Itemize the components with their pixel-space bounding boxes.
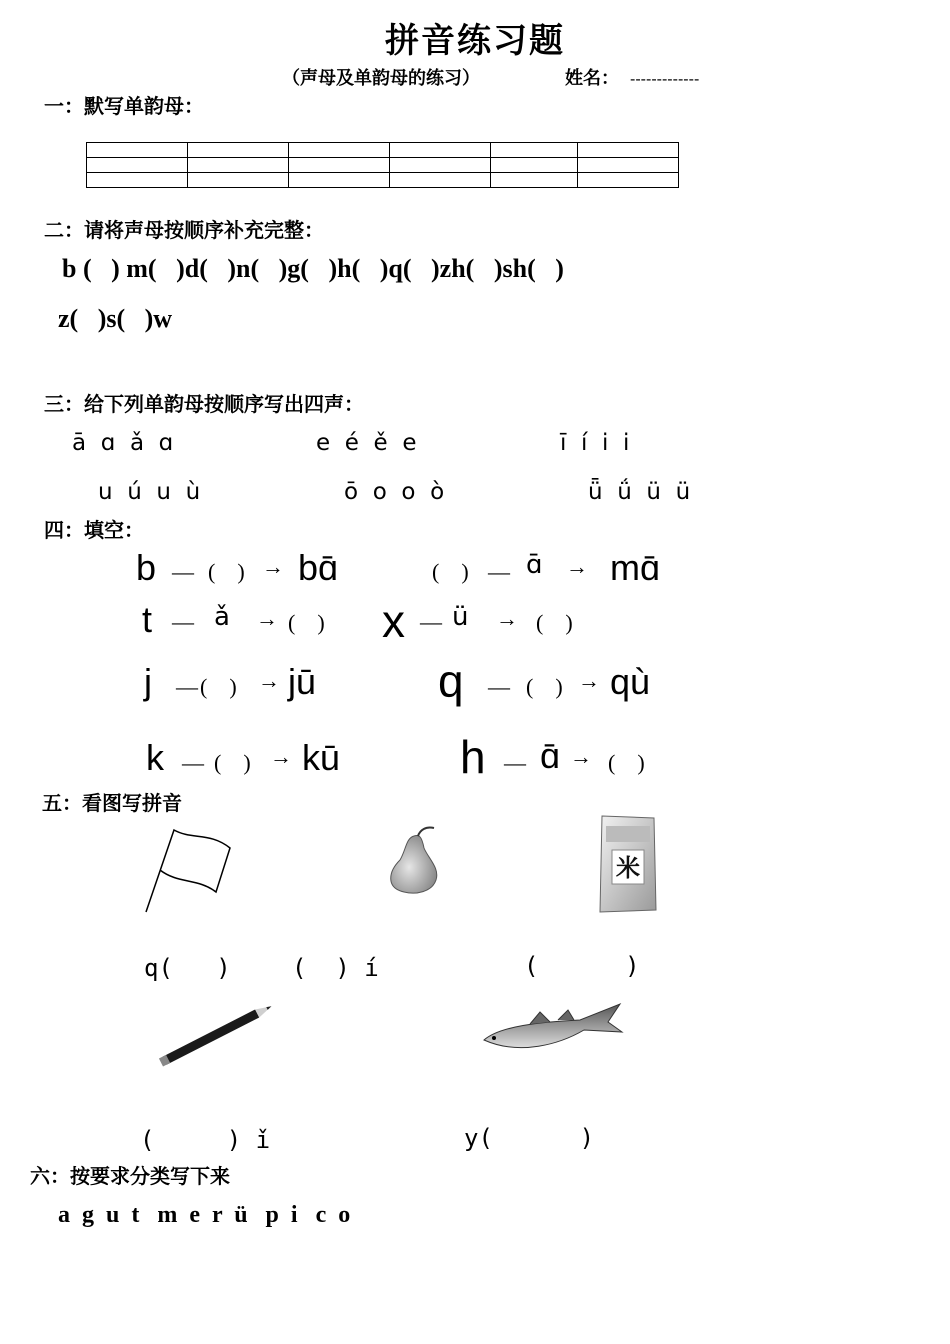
initial-q: q bbox=[438, 655, 464, 707]
tone-group-i: ī í i i bbox=[560, 430, 630, 456]
initial-k: k bbox=[146, 737, 164, 778]
tone-group-o: ō o o ò bbox=[344, 479, 445, 505]
answer-blank[interactable]: ( ) bbox=[200, 674, 237, 699]
answer-blank[interactable]: ( ) bbox=[214, 750, 251, 775]
answer-blank[interactable]: ( ) bbox=[526, 674, 563, 699]
initial-t: t bbox=[142, 599, 153, 640]
connector-dash: — bbox=[504, 750, 526, 775]
initials-sequence-line-1[interactable]: b ( ) m( )d( )n( )g( )h( )q( )zh( )sh( ) bbox=[62, 254, 564, 283]
page-subtitle: （声母及单韵母的练习） bbox=[282, 68, 480, 89]
connector-dash: — bbox=[488, 674, 510, 699]
result-syllable: bɑ̄ bbox=[298, 547, 339, 588]
pencil-image bbox=[152, 998, 288, 1068]
tone-group-a: ā ɑ ǎ ɑ bbox=[72, 430, 174, 456]
section-1-title: 一：默写单韵母： bbox=[44, 94, 204, 118]
flag-answer[interactable]: q( ) bbox=[144, 954, 231, 982]
connector-dash: — bbox=[176, 674, 198, 699]
pear-image bbox=[380, 822, 446, 896]
tone-group-v: ǖ ǘ ü ü bbox=[588, 479, 691, 505]
final-a: ǎ bbox=[214, 602, 230, 632]
result-syllable: mɑ̄ bbox=[610, 547, 661, 588]
arrow-icon: → bbox=[578, 668, 600, 693]
section-5-title: 五：看图写拼音 bbox=[42, 791, 182, 815]
arrow-icon: → bbox=[570, 744, 592, 769]
result-syllable: kū bbox=[302, 737, 341, 778]
page-title: 拼音练习题 bbox=[385, 21, 565, 61]
flag-image bbox=[140, 822, 236, 916]
connector-dash: — bbox=[172, 559, 194, 584]
finals-writing-grid[interactable] bbox=[86, 142, 679, 188]
initial-h: h bbox=[460, 731, 486, 783]
arrow-icon: → bbox=[270, 744, 292, 769]
initials-sequence-line-2[interactable]: z( )s( )w bbox=[58, 304, 173, 333]
pear-answer[interactable]: ( ) í bbox=[292, 954, 379, 982]
connector-dash: — bbox=[420, 609, 442, 634]
initial-x: x bbox=[382, 595, 405, 647]
fish-answer[interactable]: y( ) bbox=[464, 1124, 595, 1152]
name-blank[interactable]: ------------- bbox=[630, 71, 700, 88]
pencil-answer[interactable]: ( ) ǐ bbox=[140, 1126, 271, 1154]
arrow-icon: → bbox=[262, 554, 284, 579]
section-4-title: 四：填空： bbox=[44, 518, 144, 542]
section-3-title: 三：给下列单韵母按顺序写出四声： bbox=[44, 392, 364, 416]
answer-blank[interactable]: ( ) bbox=[208, 559, 245, 584]
result-syllable: jū bbox=[288, 661, 317, 702]
connector-dash: — bbox=[488, 559, 510, 584]
fish-image bbox=[480, 1000, 626, 1060]
tone-group-e: e é ě e bbox=[316, 430, 417, 456]
answer-blank[interactable]: ( ) bbox=[608, 750, 645, 775]
final-a: ɑ̄ bbox=[526, 550, 543, 580]
final-a: ɑ̄ bbox=[540, 735, 561, 776]
connector-dash: — bbox=[182, 750, 204, 775]
arrow-icon: → bbox=[256, 606, 278, 631]
answer-blank[interactable]: ( ) bbox=[536, 610, 573, 635]
letters-to-classify: a g u t m e r ü p i c o bbox=[58, 1202, 351, 1228]
initial-b: b bbox=[136, 547, 157, 588]
rice-answer[interactable]: ( ) bbox=[524, 952, 640, 980]
arrow-icon: → bbox=[258, 668, 280, 693]
answer-blank[interactable]: ( ) bbox=[432, 559, 469, 584]
rice-bag-image bbox=[594, 812, 662, 918]
connector-dash: — bbox=[172, 609, 194, 634]
name-label: 姓名： bbox=[565, 68, 619, 89]
rice-bag-label: 米 bbox=[616, 854, 640, 882]
section-2-title: 二：请将声母按顺序补充完整： bbox=[44, 218, 324, 242]
arrow-icon: → bbox=[566, 554, 588, 579]
final-u-umlaut: ü bbox=[452, 602, 469, 632]
section-6-title: 六：按要求分类写下来 bbox=[30, 1164, 230, 1188]
initial-j: j bbox=[144, 661, 152, 702]
arrow-icon: → bbox=[496, 606, 518, 631]
answer-blank[interactable]: ( ) bbox=[288, 610, 325, 635]
result-syllable: qù bbox=[610, 661, 651, 702]
tone-group-u: u ú u ù bbox=[98, 479, 201, 505]
